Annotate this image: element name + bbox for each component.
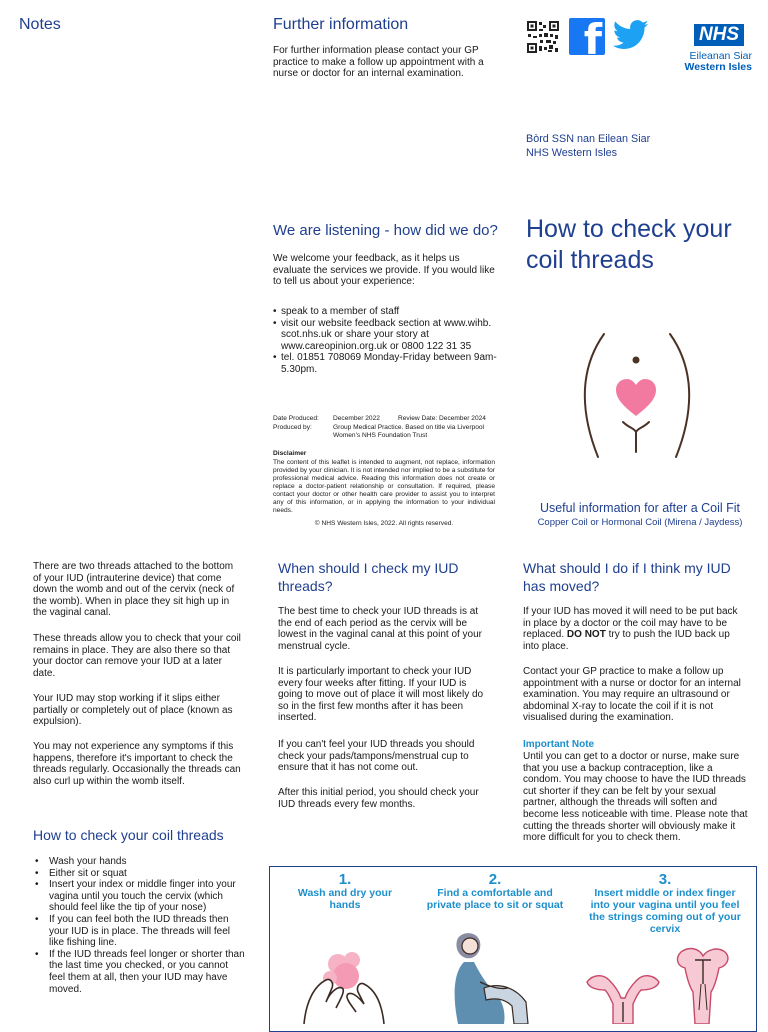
address-gaelic: Bòrd SSN nan Eilean Siar <box>526 133 651 145</box>
produced-by-label: Produced by: <box>273 424 312 431</box>
nhs-logo: NHS <box>694 24 744 46</box>
qr-code-icon[interactable] <box>526 20 560 54</box>
disclaimer-title: Disclaimer <box>273 450 307 457</box>
step-1-number: 1. <box>338 871 352 888</box>
listening-title: We are listening - how did we do? <box>273 222 498 239</box>
how-to-check-title: How to check your coil threads <box>33 827 224 843</box>
washing-hands-illustration <box>296 942 392 1024</box>
list-item: • tel. 01851 708069 Monday-Friday between 9am-5.30pm. <box>273 352 499 375</box>
facebook-icon[interactable]: f <box>569 18 605 55</box>
listening-list <box>273 306 499 376</box>
uterus-diagram-illustration <box>585 944 751 1024</box>
org-name-gaelic: Eileanan Siar <box>689 50 752 62</box>
important-note-text: Until you can get to a doctor or nurse, make sure that you use a backup contraception, like a condom. You may choose to have the IUD threads cut shorter if they can be felt by your sexual partner, although the threads will soften and become less noticeable with time. Please note that cutting the threads shorter will obviously make it more difficult for you to check them. <box>523 751 748 844</box>
review-date: Review Date: December 2024 <box>398 415 486 422</box>
step-2-text: Find a comfortable and private place to sit or squat <box>426 887 564 911</box>
address-english: NHS Western Isles <box>526 147 617 159</box>
twitter-icon[interactable] <box>612 20 650 50</box>
list-item: • Wash your hands <box>33 856 245 868</box>
step-2-number: 2. <box>488 871 502 888</box>
date-produced-label: Date Produced: <box>273 415 319 422</box>
step-1-text: Wash and dry your hands <box>297 887 393 911</box>
threads-para-2: These threads allow you to check that your coil remains in place. They are also there so that your doctor can remove your IUD at a later date. <box>33 633 241 679</box>
date-produced-value: December 2022 <box>333 415 380 422</box>
listening-intro: We welcome your feedback, as it helps us evaluate the services we provide. If you would like to tell us about your experience: <box>273 253 495 288</box>
list-item: • speak to a member of staff <box>273 306 499 318</box>
list-item: • Insert your index or middle finger into your vagina until you touch the cervix (which should feel like the tip of your nose) <box>33 879 245 914</box>
when-check-title: When should I check my IUD threads? <box>278 560 459 594</box>
list-item: • Either sit or squat <box>33 868 245 880</box>
further-info-text: For further information please contact your GP practice to make a follow up appointment with a nurse or doctor for an internal examination. <box>273 45 484 80</box>
main-title: How to check your coil threads <box>526 215 732 274</box>
list-item: • If you can feel both the IUD threads then your IUD is in place. The threads will feel like fishing line. <box>33 914 245 949</box>
when-para-1: The best time to check your IUD threads is at the end of each period as the cervix will be lowest in the vaginal canal at this point of your menstrual cycle. <box>278 606 483 652</box>
moved-title: What should I do if I think my IUD has moved? <box>523 560 731 594</box>
disclaimer-text: The content of this leaflet is intended to augment, not replace, information provided by your clinician. It is not intended nor implied to be a substitute for professional medical advice. Reading this information does not create or replace a doctor-patient relationship or consultation. If required, please contact your doctor or other health care provider to assist you to interpret any of this information, or in applying the information to your individual needs. <box>273 459 495 514</box>
when-para-3: If you can't feel your IUD threads you should check your pads/tampons/menstrual cup to ensure that it has not come out. <box>278 739 475 774</box>
step-3-number: 3. <box>658 871 672 888</box>
step-3-text: Insert middle or index finger into your vagina until you feel the strings coming out of your cervix <box>589 887 741 935</box>
moved-para-1: If your IUD has moved it will need to be put back in place by a doctor or the coil may have to be replaced. DO NOT try to push the IUD back up into place. <box>523 606 738 652</box>
when-para-2: It is particularly important to check your IUD every four weeks after fitting. If your IUD is going to move out of place it will most likely do so in the first few months after it has been inserted. <box>278 666 484 724</box>
threads-para-1: There are two threads attached to the bottom of your IUD (intrauterine device) that come down the womb and out of the cervix (neck of the womb). When in place they sit high up in the vaginal canal. <box>33 561 235 619</box>
cover-subtitle-2: Copper Coil or Hormonal Coil (Mirena / Jaydess) <box>537 517 743 528</box>
moved-para-2: Contact your GP practice to make a follow up appointment with a nurse or doctor for an internal examination. You may require an ultrasound or abdominal X-ray to locate the coil if it is not visualised during the examination. <box>523 666 741 724</box>
notes-title: Notes <box>19 16 61 33</box>
list-item: • visit our website feedback section at www.wihb. scot.nhs.uk or share your story at www.careopinion.org.uk or 0800 122 31 35 <box>273 318 499 353</box>
cover-subtitle: Useful information for after a Coil Fit <box>539 501 741 515</box>
when-para-4: After this initial period, you should check your IUD threads every few months. <box>278 787 479 810</box>
list-item: • If the IUD threads feel longer or shorter than the last time you checked, or you cannot feel them at all, then your IUD may have moved. <box>33 949 245 995</box>
how-to-check-list <box>33 856 245 995</box>
threads-para-3: Your IUD may stop working if it slips either partially or completely out of place (known as expulsion). <box>33 693 233 728</box>
org-name-english: Western Isles <box>684 61 752 73</box>
sitting-person-illustration <box>444 930 540 1024</box>
copyright: © NHS Western Isles, 2022. All rights reserved. <box>314 520 454 527</box>
further-info-title: Further information <box>273 16 409 33</box>
threads-para-4: You may not experience any symptoms if this happens, therefore it's important to check the threads regularly. Occasionally the threads can also curl up within the womb itself. <box>33 741 241 787</box>
produced-by-value: Group Medical Practice. Based on title via Liverpool Women's NHS Foundation Trust <box>333 424 484 439</box>
body-heart-illustration <box>576 332 698 460</box>
important-note-title: Important Note <box>523 739 595 750</box>
